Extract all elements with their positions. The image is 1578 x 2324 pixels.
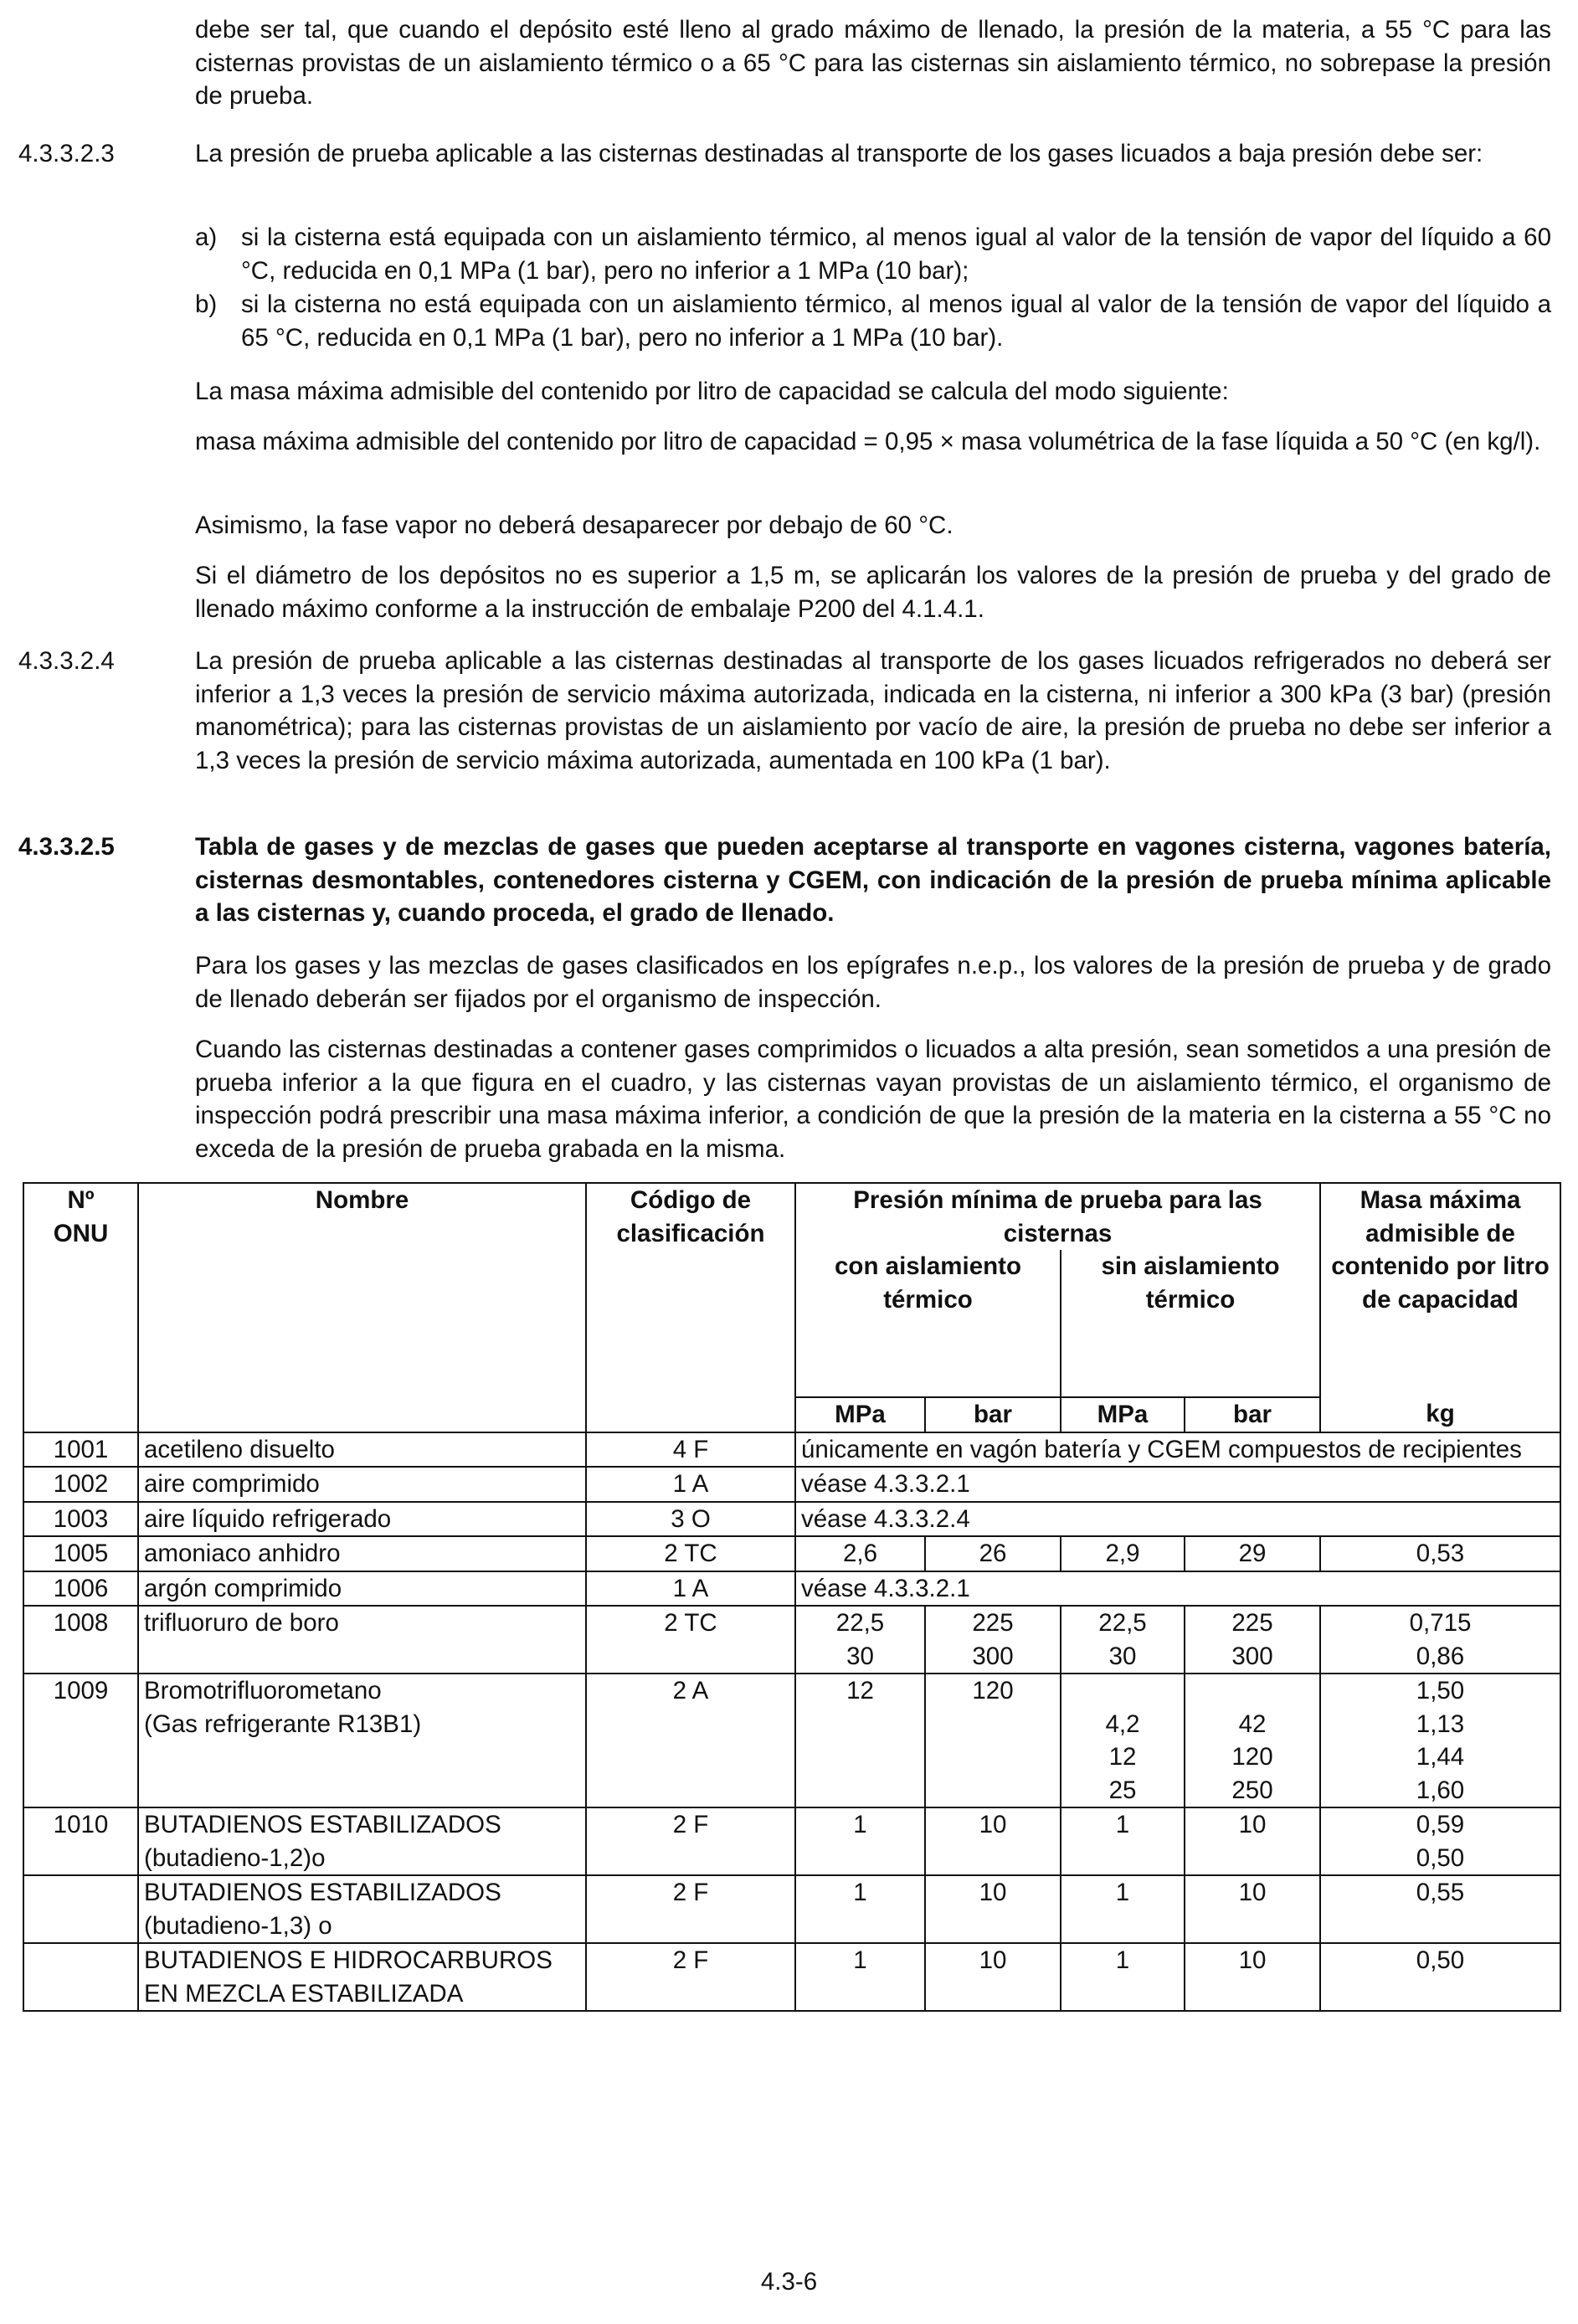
section-number-4-3-3-2-3: 4.3.3.2.3 <box>18 140 115 167</box>
cell-kg: 0,50 <box>1320 1943 1560 2011</box>
header-sin-aislamiento: sin aislamiento térmico <box>1061 1250 1320 1397</box>
paragraph-formula: masa máxima admisible del contenido por litro de capacidad = 0,95 × masa volumétrica de la fase líquida a 50 °C (en kg/l). <box>195 428 1541 455</box>
cell-kg: 0,55 <box>1320 1875 1560 1943</box>
table-row-1002 <box>23 1467 1560 1502</box>
cell-nombre: aire líquido refrigerado <box>138 1502 586 1537</box>
cell-codigo: 2 F <box>586 1943 795 2011</box>
list-item-text: si la cisterna no está equipada con un aislamiento térmico, al menos igual al valor de la tensión de vapor del líquido a 65 °C, reducida en 0,1 MPa (1 bar), pero no inferior a 1 MPa (10 bar). <box>241 290 1551 352</box>
cell-mpa-con: 1 <box>795 1807 925 1875</box>
cell-onu: 1001 <box>23 1432 138 1468</box>
table-row-1010-b <box>23 1875 1560 1943</box>
cell-mpa-sin: 1 <box>1061 1943 1185 2011</box>
header-codigo: Código de clasificación <box>586 1183 795 1397</box>
list-marker: a) <box>195 224 218 251</box>
cell-nombre: Bromotrifluorometano (Gas refrigerante R13B1) <box>138 1674 586 1807</box>
cell-onu: 1005 <box>23 1536 138 1571</box>
cell-codigo: 1 A <box>586 1571 795 1607</box>
cell-nombre: BUTADIENOS ESTABILIZADOS (butadieno-1,3) o <box>138 1875 586 1943</box>
cell-onu: 1002 <box>23 1467 138 1502</box>
cell-codigo: 2 F <box>586 1807 795 1875</box>
cell-bar-con: 26 <box>925 1536 1061 1571</box>
cell-bar-con: 10 <box>925 1807 1061 1875</box>
cell-mpa-con: 1 <box>795 1875 925 1943</box>
table-row-1003 <box>23 1502 1560 1537</box>
cell-nombre: BUTADIENOS ESTABILIZADOS (butadieno-1,2)o <box>138 1807 586 1875</box>
cell-bar-con: 225 300 <box>925 1606 1061 1674</box>
header-presion: Presión mínima de prueba para las cisternas <box>795 1183 1320 1250</box>
cell-kg: 1,50 1,13 1,44 1,60 <box>1320 1674 1560 1807</box>
cell-onu: 1008 <box>23 1606 138 1674</box>
cell-codigo: 1 A <box>586 1467 795 1502</box>
cell-mpa-con: 1 <box>795 1943 925 2011</box>
cell-onu: 1006 <box>23 1571 138 1607</box>
cell-bar-sin: 10 <box>1185 1875 1320 1943</box>
table-row-1008 <box>23 1606 1560 1674</box>
unit-kg: kg <box>1320 1397 1560 1432</box>
table-row-1006 <box>23 1571 1560 1607</box>
cell-nombre: argón comprimido <box>138 1571 586 1607</box>
cell-mpa-sin: 2,9 <box>1061 1536 1185 1571</box>
cell-onu <box>23 1943 138 2011</box>
header-masa: Masa máxima admisible de contenido por litro de capacidad <box>1320 1183 1560 1397</box>
cell-nombre: amoniaco anhidro <box>138 1536 586 1571</box>
paragraph-fase-vapor: Asimismo, la fase vapor no deberá desaparecer por debajo de 60 °C. <box>195 512 953 539</box>
cell-bar-sin: 29 <box>1185 1536 1320 1571</box>
cell-mpa-sin: 1 <box>1061 1875 1185 1943</box>
cell-bar-sin: 225 300 <box>1185 1606 1320 1674</box>
cell-onu: 1003 <box>23 1502 138 1537</box>
cell-onu: 1010 <box>23 1807 138 1875</box>
cell-nombre: acetileno disuelto <box>138 1432 586 1468</box>
cell-mpa-sin: 1 <box>1061 1807 1185 1875</box>
cell-nombre: trifluoruro de boro <box>138 1606 586 1674</box>
section-number-4-3-3-2-4: 4.3.3.2.4 <box>18 647 115 675</box>
header-con-aislamiento: con aislamiento térmico <box>795 1250 1061 1397</box>
list-item-a <box>195 221 1551 287</box>
cell-bar-sin: 10 <box>1185 1807 1320 1875</box>
cell-mpa-con: 2,6 <box>795 1536 925 1571</box>
list-item-b <box>195 288 1551 354</box>
cell-bar-con: 10 <box>925 1875 1061 1943</box>
cell-onu <box>23 1875 138 1943</box>
paragraph-diametro: Si el diámetro de los depósitos no es superior a 1,5 m, se aplicarán los valores de la presión de prueba y del grado de llenado máximo conforme a la instrucción de embalaje P200 del 4.1.4.1. <box>195 562 1551 623</box>
unit-bar-con: bar <box>925 1397 1061 1432</box>
intro-paragraph: debe ser tal, que cuando el depósito esté lleno al grado máximo de llenado, la presión de la materia, a 55 °C para las cisternas provistas de un aislamiento térmico o a 65 °C para las cisternas sin aislamiento térmico, no sobrepase la presión de prueba. <box>195 16 1551 110</box>
table-row-1010-c <box>23 1943 1560 2011</box>
unit-mpa-sin: MPa <box>1061 1397 1185 1432</box>
list-item-text: si la cisterna está equipada con un aislamiento térmico, al menos igual al valor de la tensión de vapor del líquido a 60 °C, reducida en 0,1 MPa (1 bar), pero no inferior a 1 MPa (10 bar); <box>241 224 1551 285</box>
unit-bar-sin: bar <box>1185 1397 1320 1432</box>
cell-kg: 0,53 <box>1320 1536 1560 1571</box>
paragraph-cisternas-comprimidos: Cuando las cisternas destinadas a contener gases comprimidos o licuados a alta presión, sean sometidos a una presión de prueba inferior a la que figura en el cuadro, y las cisternas vayan provistas de un aislamiento térmico, el organismo de inspección podrá prescribir una masa máxima inferior, a condición de que la presión de la materia en la cisterna a 55 °C no exceda de la presión de prueba grabada en la misma. <box>195 1036 1551 1163</box>
list-marker: b) <box>195 290 218 318</box>
cell-note: véase 4.3.3.2.4 <box>795 1502 1560 1537</box>
cell-nombre: BUTADIENOS E HIDROCARBUROS EN MEZCLA ESTABILIZADA <box>138 1943 586 2011</box>
section-number-4-3-3-2-5: 4.3.3.2.5 <box>18 833 115 861</box>
cell-mpa-sin: 22,5 30 <box>1061 1606 1185 1674</box>
table-row-1009 <box>23 1674 1560 1807</box>
cell-onu: 1009 <box>23 1674 138 1807</box>
cell-codigo: 3 O <box>586 1502 795 1537</box>
cell-bar-sin: 42 120 250 <box>1185 1674 1320 1807</box>
cell-codigo: 2 TC <box>586 1606 795 1674</box>
cell-bar-sin: 10 <box>1185 1943 1320 2011</box>
paragraph-nep: Para los gases y las mezclas de gases clasificados en los epígrafes n.e.p., los valores de la presión de prueba y de grado de llenado deberán ser fijados por el organismo de inspección. <box>195 952 1551 1013</box>
header-nombre: Nombre <box>138 1183 586 1397</box>
cell-bar-con: 120 <box>925 1674 1061 1807</box>
cell-kg: 0,715 0,86 <box>1320 1606 1560 1674</box>
table-row-1010-a <box>23 1807 1560 1875</box>
cell-kg: 0,59 0,50 <box>1320 1807 1560 1875</box>
section-4-3-3-2-5-title: Tabla de gases y de mezclas de gases que pueden aceptarse al transporte en vagones cisterna, vagones batería, cisternas desmontables, contenedores cisterna y CGEM, con indicación de la presión de prueba mínima aplicable a las cisternas y, cuando proceda, el grado de llenado. <box>195 833 1551 927</box>
cell-codigo: 2 TC <box>586 1536 795 1571</box>
cell-codigo: 4 F <box>586 1432 795 1468</box>
cell-note: véase 4.3.3.2.1 <box>795 1571 1560 1607</box>
cell-codigo: 2 F <box>586 1875 795 1943</box>
unit-mpa-con: MPa <box>795 1397 925 1432</box>
page-number: 4.3-6 <box>760 2268 818 2296</box>
cell-bar-con: 10 <box>925 1943 1061 2011</box>
gases-table <box>23 1182 1561 2012</box>
paragraph-masa-calculo: La masa máxima admisible del contenido por litro de capacidad se calcula del modo siguiente: <box>195 378 1229 405</box>
cell-note: únicamente en vagón batería y CGEM compuestos de recipientes <box>795 1432 1560 1468</box>
cell-mpa-sin: 4,2 12 25 <box>1061 1674 1185 1807</box>
cell-codigo: 2 A <box>586 1674 795 1807</box>
cell-note: véase 4.3.3.2.1 <box>795 1467 1560 1502</box>
cell-nombre: aire comprimido <box>138 1467 586 1502</box>
cell-mpa-con: 22,5 30 <box>795 1606 925 1674</box>
section-4-3-3-2-3-intro: La presión de prueba aplicable a las cisternas destinadas al transporte de los gases licuados a baja presión debe ser: <box>195 140 1483 167</box>
table-row-1001 <box>23 1432 1560 1468</box>
section-4-3-3-2-4-text: La presión de prueba aplicable a las cisternas destinadas al transporte de los gases licuados refrigerados no deberá ser inferior a 1,3 veces la presión de servicio máxima autorizada, indicada en la cisterna, ni inferior a 300 kPa (3 bar) (presión manométrica); para las cisternas provistas de un aislamiento por vacío de aire, la presión de prueba no debe ser inferior a 1,3 veces la presión de servicio máxima autorizada, aumentada en 100 kPa (1 bar). <box>195 647 1551 774</box>
table-row-1005 <box>23 1536 1560 1571</box>
header-onu: Nº ONU <box>23 1183 138 1397</box>
cell-mpa-con: 12 <box>795 1674 925 1807</box>
